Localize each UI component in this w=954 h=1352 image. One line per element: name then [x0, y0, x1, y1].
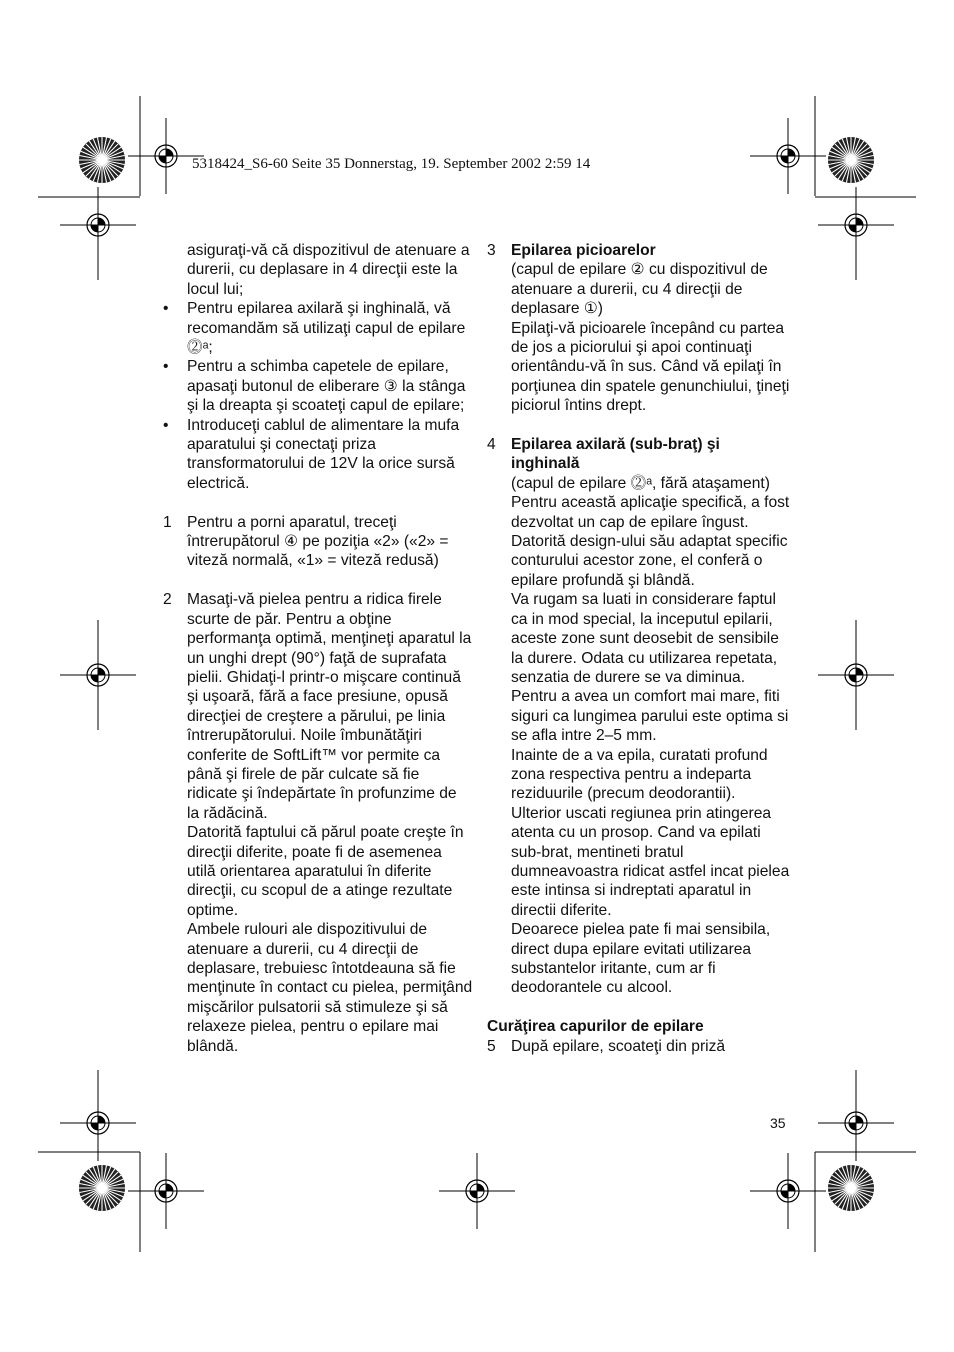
step-item: 2 Masaţi-vă pielea pentru a ridica firele scurte de păr. Pentru a obţine performanţa optimă, menţineţi aparatul la un unghi drept (90°) faţă de suprafata pielii. Ghidaţi-l printr-o mişcare continuă şi uşoară, fără a face presiune, opusă direcţiei de creştere a părului, pe linia întrerupătorului. Noile îmbunătăţiri conferite de SoftLift™ vor permite ca până şi firele de păr culcate să fie ridicate şi îndepărtate în profunzime de la rădăcină. — [163, 591, 472, 822]
left-column — [163, 241, 473, 1056]
step-paragraph: Deoarece pielea pate fi mai sensibila, direct dupa epilare evitati utilizarea substantelor iritante, cum ar fi deodorantele cu alcool. — [511, 921, 771, 997]
star-target-top-right — [828, 137, 874, 183]
step-number: 1 — [163, 513, 172, 531]
bullet-marker: • — [163, 300, 169, 318]
step-item: 1 Pentru a porni aparatul, treceţi întrerupătorul ④ pe poziţia «2» («2» = viteză normală, «1» = viteză redusă) — [163, 513, 449, 570]
step-paragraph: Pentru a avea un comfort mai mare, fiti siguri ca lungimea parului este optima si se afla intre 2–5 mm. — [511, 688, 789, 745]
step-title: Epilarea picioarelor — [511, 242, 656, 259]
print-header: 5318424_S6-60 Seite 35 Donnerstag, 19. September 2002 2:59 14 — [192, 156, 591, 172]
step-number: 5 — [487, 1037, 496, 1055]
step-paragraph: Ambele rulouri ale dispozitivului de atenuare a durerii, cu 4 direcţii de deplasare, trebuiesc întotdeauna să fie menţinute în contact cu pielea, permiţând mişcărilor pulsatorii să stimuleze şi să relaxeze pielea, pentru o epilare mai blândă. — [187, 921, 473, 1055]
bullet-item: • Introduceţi cablul de alimentare la mufa aparatului şi conectaţi priza transformatorului de 12V la orice sursă electrică. — [163, 416, 460, 492]
step-item — [487, 435, 792, 474]
step-paragraph: (capul de epilare ⓶ᵃ, fără ataşament) — [511, 474, 770, 492]
star-target-bottom-left — [79, 1165, 125, 1211]
step-paragraph: Inainte de a va epila, curatati profund zona respectiva pentru a indeparta reziduurile (precum deodorantii). — [511, 746, 768, 803]
star-target-bottom-right — [828, 1165, 874, 1211]
step-paragraph: (capul de epilare ② cu dispozitivul de atenuare a durerii, cu 4 direcţii de deplasare ①) — [511, 261, 768, 318]
step-paragraph: Epilaţi-vă picioarele începând cu partea de jos a piciorului şi apoi continuaţi orientându-vă în sus. Când vă epilaţi în porţiunea din spatele genunchiului, ţineţi piciorul întins drept. — [511, 319, 790, 415]
star-target-top-left — [79, 137, 125, 183]
right-column — [487, 241, 792, 1056]
step-number: 3 — [487, 242, 496, 259]
bullet-item: • Pentru epilarea axilară şi inghinală, vă recomandăm să utilizaţi capul de epilare ⓶ᵃ; — [163, 300, 466, 357]
step-paragraph: Pentru această aplicaţie specifică, a fost dezvoltat un cap de epilare îngust. Datorită design-ului său adaptat specific conturului acestor zone, el conferă o epilare profundă şi blândă. — [511, 494, 790, 589]
intro-paragraph: asiguraţi-vă că dispozitivul de atenuare a durerii, cu deplasare in 4 direcţii este la locul lui; — [187, 242, 470, 298]
step-item — [487, 241, 792, 260]
step-number: 4 — [487, 436, 496, 454]
bullet-marker: • — [163, 416, 169, 434]
step-item: 5 După epilare, scoateţi din priză — [487, 1037, 726, 1055]
bullet-item: • Pentru a schimba capetele de epilare, apasaţi butonul de eliberare ③ la stânga şi la dreapta şi scoateţi capul de epilare; — [163, 358, 466, 415]
step-number: 2 — [163, 591, 172, 609]
bullet-marker: • — [163, 358, 169, 376]
step-paragraph: Va rugam sa luati in considerare faptul ca in mod special, la inceputul epilarii, aceste zone sunt deosebit de sensibile la durere. Odata cu utilizarea repetata, senzatia de durere se va diminua. — [511, 591, 779, 686]
step-title: Epilarea axilară (sub-braţ) şi inghinală — [511, 436, 720, 473]
page-number: 35 — [770, 1115, 786, 1131]
step-paragraph: Datorită faptului că părul poate creşte în direcţii diferite, poate fi de asemenea utilă orientarea aparatului în diferite direcţii, cu scopul de a atinge rezultate optime. — [187, 824, 464, 919]
step-paragraph: Ulterior uscati regiunea prin atingerea atenta cu un prosop. Cand va epilati sub-brat, mentineti bratul dumneavoastra ridicat astfel incat pielea este intinsa si indreptati aparatul in directii diferite. — [511, 804, 790, 919]
section-title: Curăţirea capurilor de epilare — [487, 1018, 704, 1036]
